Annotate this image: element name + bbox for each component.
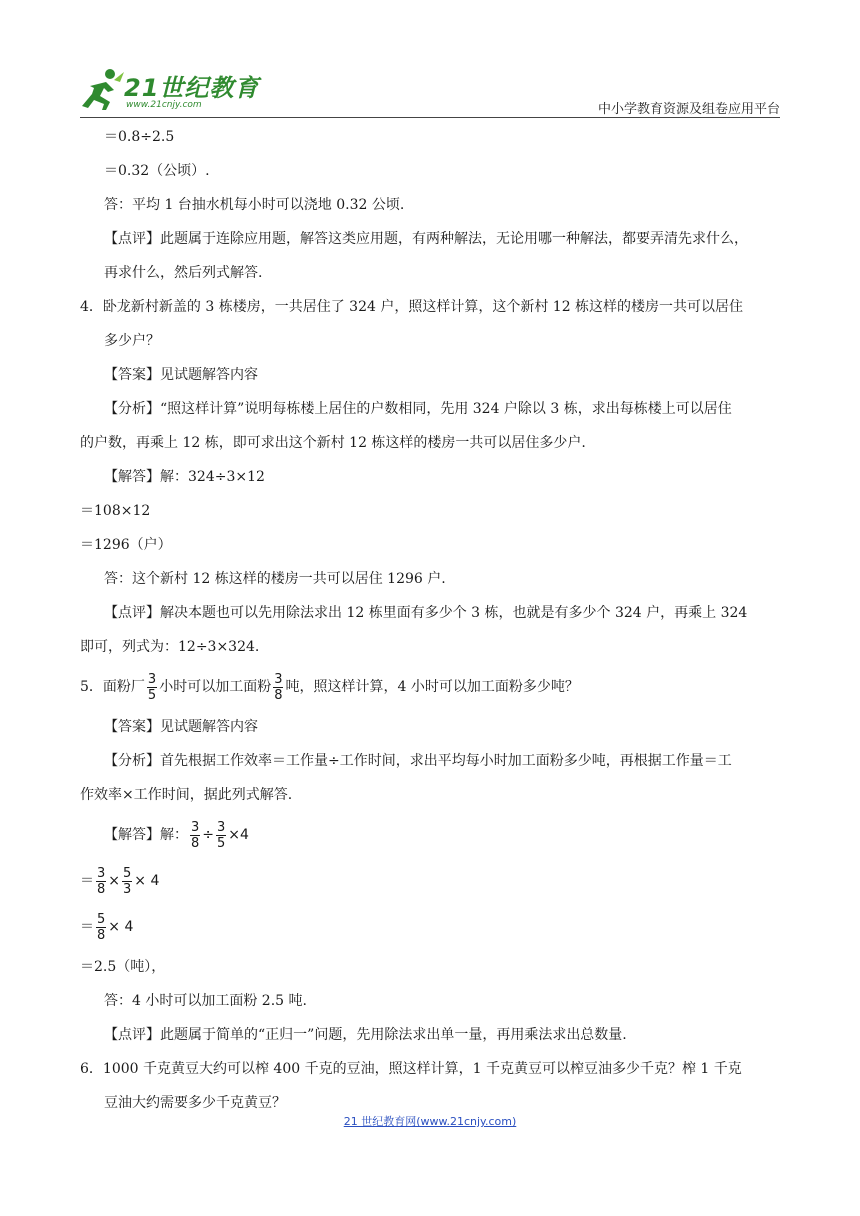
- fraction: $\frac{3}{5}$: [147, 671, 157, 703]
- analysis-line-cont: 的户数，再乘上 12 栋，即可求出这个新村 12 栋这样的楼房一共可以居住多少户.: [80, 435, 586, 451]
- comment-line-cont: 即可，列式为：12÷3×324.: [80, 639, 260, 655]
- question-6-cont: 豆油大约需要多少千克黄豆？: [104, 1095, 286, 1111]
- question-4-cont: 多少户？: [104, 333, 160, 349]
- fraction: $\frac{3}{8}$: [191, 819, 200, 851]
- page-header: [80, 62, 780, 118]
- question-5: [80, 664, 780, 710]
- solution-line: ＝2.5（吨），: [80, 959, 166, 975]
- footer-link[interactable]: 21 世纪教育网(www.21cnjy.com): [343, 1115, 517, 1128]
- fraction: $\frac{3}{8}$: [97, 865, 106, 897]
- analysis-line: 【分析】首先根据工作效率＝工作量÷工作时间，求出平均每小时加工面粉多少吨，再根据工作量＝工: [104, 753, 732, 769]
- solution-line: 【解答】解：324÷3×12: [104, 469, 265, 485]
- question-6: 6．1000 千克黄豆大约可以榨 400 千克的豆油，照这样计算，1 千克黄豆可以榨豆油多少千克？榨 1 千克: [80, 1061, 742, 1077]
- q5-text-pre: 5．面粉厂: [80, 679, 145, 695]
- analysis-line-cont: 作效率×工作时间，据此列式解答.: [80, 787, 293, 803]
- q5-text-mid: 小时可以加工面粉: [159, 679, 272, 695]
- question-4: 4．卧龙新村新盖的 3 栋楼房，一共居住了 324 户，照这样计算，这个新村 12 栋这样的楼房一共可以居住: [80, 299, 744, 315]
- text-line: ＝0.8÷2.5: [104, 129, 175, 145]
- answer-line: 【答案】见试题解答内容: [104, 719, 258, 735]
- header-rule: [80, 117, 780, 118]
- solution-line: 【解答】解： $\frac{3}{8}$ ÷ $\frac{3}{5}$ ×4: [104, 819, 249, 851]
- solution-line: ＝ $\frac{3}{8}$ × $\frac{5}{3}$ × 4: [80, 865, 160, 897]
- brand-logo: [80, 62, 270, 118]
- solution-answer: 答：4 小时可以加工面粉 2.5 吨.: [104, 993, 307, 1009]
- fraction: $\frac{5}{8}$: [97, 911, 106, 943]
- solution-answer: 答：这个新村 12 栋这样的楼房一共可以居住 1296 户.: [104, 571, 446, 587]
- document-body: [80, 120, 780, 1120]
- logo-wordmark: 21世纪教育: [124, 74, 260, 102]
- comment-line: 【点评】解决本题也可以先用除法求出 12 栋里面有多少个 3 栋，也就是有多少个 324 户，再乘上 324: [104, 605, 748, 621]
- comment-line: 【点评】此题属于连除应用题，解答这类应用题，有两种解法，无论用哪一种解法，都要弄清先求什么，: [104, 231, 748, 247]
- answer-line: 【答案】见试题解答内容: [104, 367, 258, 383]
- logo-url: www.21cnjy.com: [126, 100, 202, 110]
- text-line: ＝0.32（公顷）.: [104, 163, 210, 179]
- solution-line: ＝108×12: [80, 503, 151, 519]
- runner-logo-icon: [80, 66, 124, 114]
- solution-line: ＝1296（户）: [80, 537, 172, 553]
- fraction: $\frac{3}{5}$: [217, 819, 226, 851]
- text-line: 答：平均 1 台抽水机每小时可以浇地 0.32 公顷.: [104, 197, 405, 213]
- analysis-line: 【分析】“照这样计算”说明每栋楼上居住的户数相同，先用 324 户除以 3 栋，求出每栋楼上可以居住: [104, 401, 732, 417]
- q5-text-post: 吨，照这样计算，4 小时可以加工面粉多少吨？: [285, 679, 579, 695]
- platform-title: 中小学教育资源及组卷应用平台: [597, 102, 780, 117]
- fraction: $\frac{5}{3}$: [123, 865, 132, 897]
- fraction: $\frac{3}{8}$: [274, 671, 283, 703]
- comment-line: 再求什么，然后列式解答.: [104, 265, 263, 281]
- solution-line: ＝ $\frac{5}{8}$ × 4: [80, 911, 134, 943]
- comment-line: 【点评】此题属于简单的“正归一”问题，先用除法求出单一量，再用乘法求出总数量.: [104, 1027, 627, 1043]
